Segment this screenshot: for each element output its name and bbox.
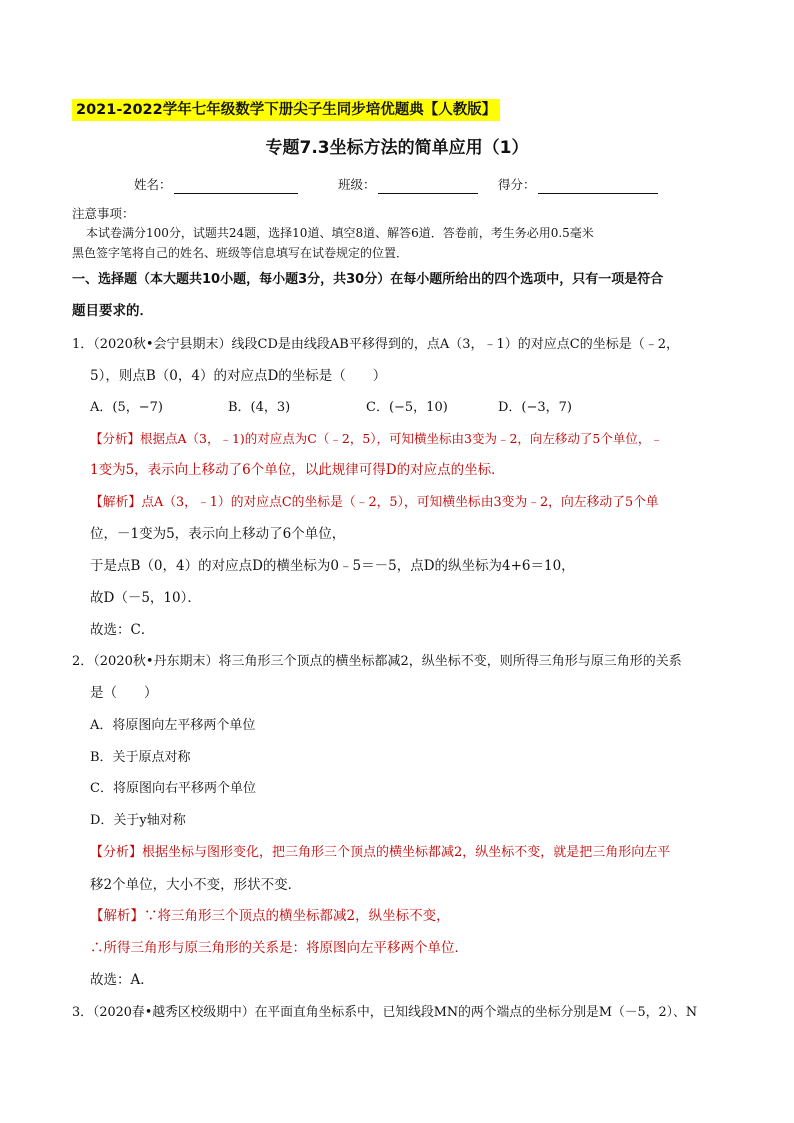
score-field [498, 176, 658, 194]
notice-line-2: 黑色签字笔将自己的姓名、班级等信息填写在试卷规定的位置． [72, 246, 409, 260]
q2-answer: 故选：A． [90, 972, 154, 988]
name-label: 姓名： [134, 177, 172, 192]
score-label: 得分： [498, 177, 536, 192]
q2-solution-1: 【解析】∵将三角形三个顶点的横坐标都减2，纵坐标不变， [90, 908, 450, 924]
q1-option-c: C．(−5，10) [366, 400, 448, 415]
section-heading: 一、选择题（本大题共10小题，每小题3分，共30分）在每小题所给出的四个选项中，只有一项是符合 [72, 272, 664, 287]
class-label: 班级： [338, 177, 376, 192]
class-blank[interactable] [378, 179, 478, 194]
notice-line-1: 本试卷满分100分，试题共24题，选择10道、填空8道、解答6道．答卷前，考生务必用0.5毫米 [86, 226, 594, 240]
series-banner: 2021-2022学年七年级数学下册尖子生同步培优题典【人教版】 [72, 99, 500, 121]
q2-analysis-2: 移2个单位，大小不变，形状不变． [90, 877, 302, 893]
q1-step-2: 故D（－5，10）． [90, 590, 201, 606]
q1-stem-2: 5），则点B（0，4）的对应点D的坐标是（ ） [90, 368, 387, 384]
q1-stem-1: 1．（2020秋•会宁县期末）线段CD是由线段AB平移得到的，点A（3，﹣1）的对应点C的坐标是（﹣2， [72, 337, 679, 352]
section-heading-cont: 题目要求的． [72, 303, 153, 319]
q2-option-d: D．关于y轴对称 [90, 813, 186, 828]
q1-option-b: B．(4，3) [228, 400, 291, 415]
q1-solution-1: 【解析】点A（3，﹣1）的对应点C的坐标是（﹣2，5），可知横坐标由3变为﹣2，向左移动了5个单 [90, 495, 659, 510]
q1-option-d: D．(−3，7) [498, 400, 573, 415]
notice-heading: 注意事项： [72, 206, 135, 221]
q2-solution-2: ∴所得三角形与原三角形的关系是：将原图向左平移两个单位． [90, 940, 468, 956]
page-title: 专题7.3坐标方法的简单应用（1） [265, 138, 529, 158]
q1-analysis-2: 1变为5，表示向上移动了6个单位，以此规律可得D的对应点的坐标． [90, 462, 505, 478]
q2-option-a: A．将原图向左平移两个单位 [90, 718, 256, 733]
q2-stem-2: 是（ ） [90, 685, 158, 701]
q2-option-c: C．将原图向右平移两个单位 [90, 781, 256, 796]
q1-answer: 故选：C． [90, 622, 155, 638]
q1-analysis-1: 【分析】根据点A（3，﹣1)的对应点为C（﹣2，5），可知横坐标由3变为﹣2，向左移动了5个单位，﹣ [90, 431, 663, 446]
class-field [338, 176, 478, 194]
name-blank[interactable] [174, 179, 298, 194]
q3-stem-1: 3．（2020春•越秀区校级期中）在平面直角坐标系中，已知线段MN的两个端点的坐标分别是M（－5，2）、N [72, 1005, 698, 1020]
q1-option-a: A．(5，−7) [90, 400, 163, 415]
q1-solution-2: 位，－1变为5，表示向上移动了6个单位， [90, 526, 346, 542]
q2-option-b: B．关于原点对称 [90, 750, 191, 765]
q2-analysis-1: 【分析】根据坐标与图形变化，把三角形三个顶点的横坐标都减2，纵坐标不变，就是把三角形向左平 [90, 845, 671, 860]
q2-stem-1: 2．（2020秋•丹东期末）将三角形三个顶点的横坐标都减2，纵坐标不变，则所得三角形与原三角形的关系 [72, 654, 682, 669]
name-field [134, 176, 298, 194]
q1-step-1: 于是点B（0，4）的对应点D的横坐标为0﹣5＝－5，点D的纵坐标为4+6＝10， [90, 558, 575, 574]
score-blank[interactable] [538, 179, 658, 194]
